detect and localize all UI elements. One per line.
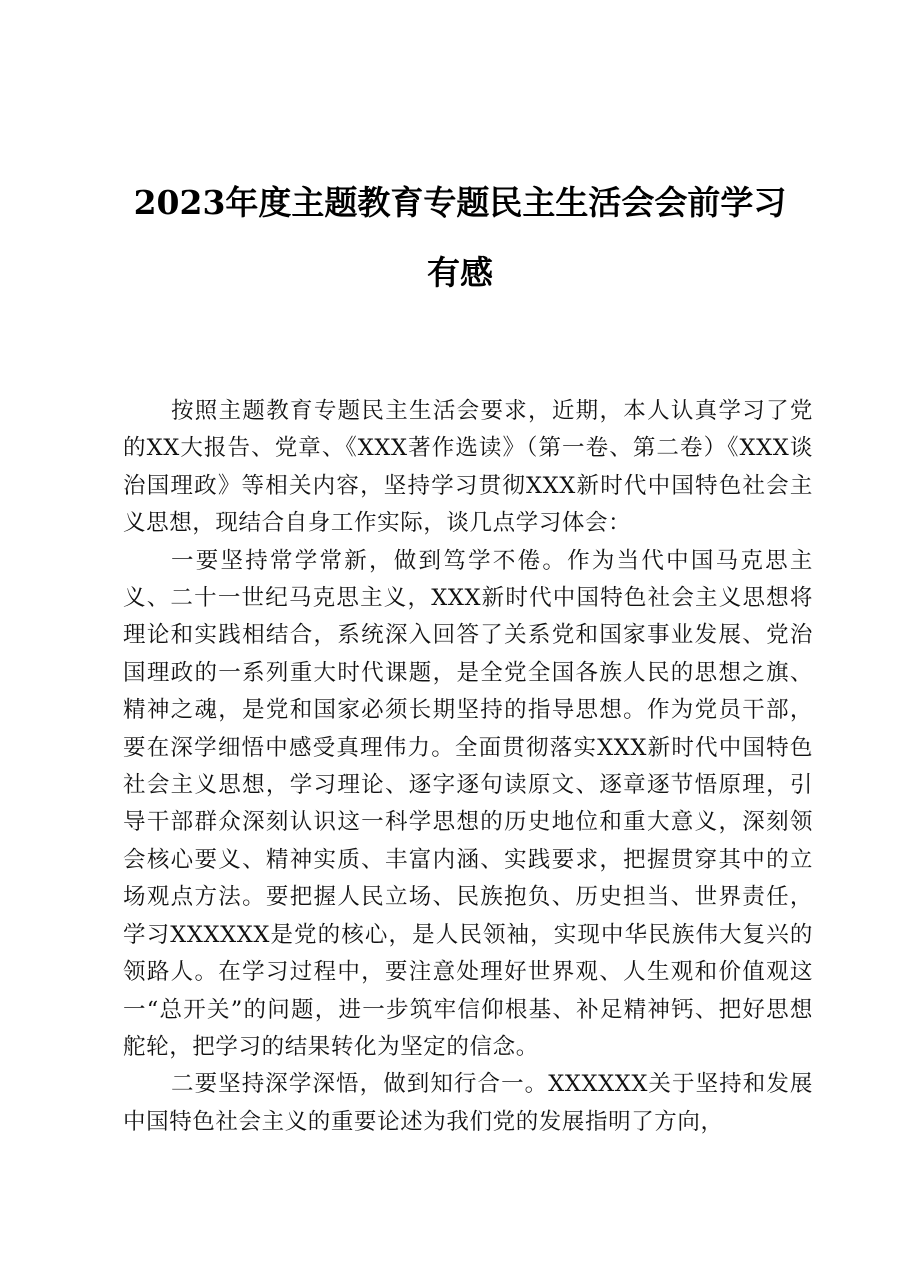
document-body bbox=[123, 393, 813, 1141]
paragraph-point-2: 二要坚持深学深悟，做到知行合一。XXXXXX关于坚持和发展中国特色社会主义的重要论述为我们党的发展指明了方向， bbox=[123, 1071, 813, 1135]
document-title bbox=[100, 168, 820, 308]
paragraph-point-1: 一要坚持常学常新，做到笃学不倦。作为当代中国马克思主义、二十一世纪马克思主义，XXX新时代中国特色社会主义思想将理论和实践相结合，系统深入回答了关系党和国家事业发展、党治国理政的一系列重大时代课题，是全党全国各族人民的思想之旗、精神之魂，是党和国家必须长期坚持的指导思想。作为党员干部，要在深学细悟中感受真理伟力。全面贯彻落实XXX新时代中国特色社会主义思想，学习理论、逐字逐句读原文、逐章逐节悟原理，引导干部群众深刻认识这一科学思想的历史地位和重大意义，深刻领会核心要义、精神实质、丰富内涵、实践要求，把握贯穿其中的立场观点方法。要把握人民立场、民族抱负、历史担当、世界责任，学习XXXXXX是党的核心，是人民领袖，实现中华民族伟大复兴的领路人。在学习过程中，要注意处理好世界观、人生观和价值观这一“总开关”的问题，进一步筑牢信仰根基、补足精神钙、把好思想舵轮，把学习的结果转化为坚定的信念。 bbox=[123, 547, 813, 1060]
title-line-1: 2023年度主题教育专题民主生活会会前学习 bbox=[133, 183, 787, 222]
paragraph-intro: 按照主题教育专题民主生活会要求，近期，本人认真学习了党的XX大报告、党章、《XXX著作选读》（第一卷、第二卷）《XXX谈治国理政》等相关内容，坚持学习贯彻XXX新时代中国特色社会主义思想，现结合自身工作实际，谈几点学习体会： bbox=[123, 398, 813, 537]
title-line-2: 有感 bbox=[427, 253, 493, 292]
